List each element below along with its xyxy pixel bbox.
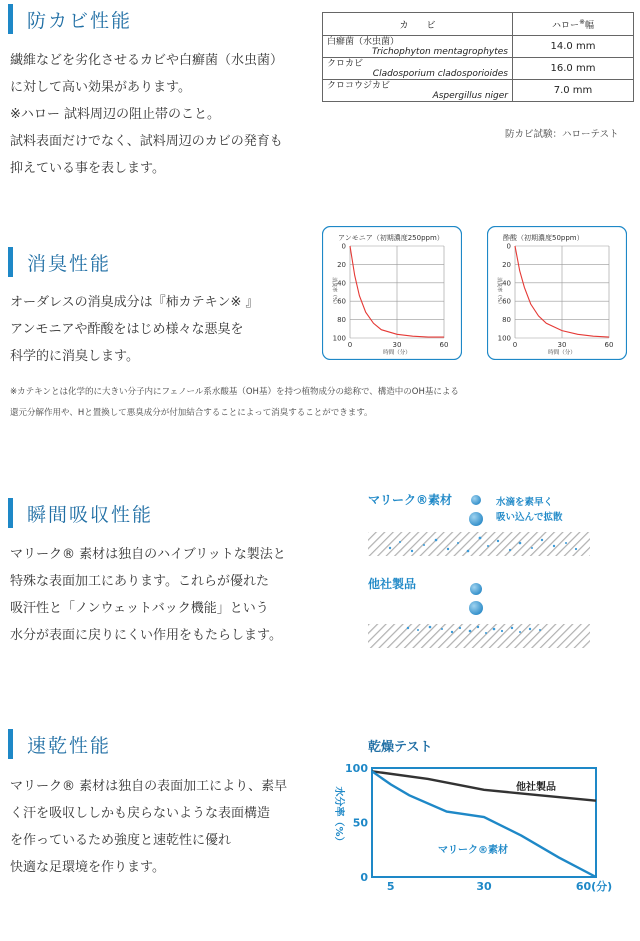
y-tick-label: 0 <box>360 871 368 884</box>
ammonia-chart <box>322 226 462 360</box>
y-tick-label: 20 <box>502 260 511 269</box>
header-mold: カ ビ <box>323 13 513 36</box>
header-halo-unit: 幅 <box>584 20 594 31</box>
header-halo-mark: ※ <box>579 17 585 26</box>
dry-description <box>10 773 287 881</box>
mold-scientific-name: Cladosporium cladosporioides <box>372 68 508 79</box>
text-line: に対して高い効果があります。 <box>10 80 191 95</box>
text-line: マリーク® 素材は独自の表面加工により、素早 <box>10 779 288 794</box>
header-halo-label: ハロー <box>552 20 580 31</box>
table-row <box>323 58 634 80</box>
section-bar <box>8 4 13 34</box>
halo-value: 16.0 mm <box>513 58 634 80</box>
drying-test-chart <box>320 732 620 902</box>
y-tick-label: 80 <box>337 316 346 325</box>
mold-name: 白癬菌（水虫菌） <box>327 36 400 47</box>
text-line: アンモニアや酢酸をはじめ様々な悪臭を <box>10 322 244 337</box>
text-line: 試料表面だけでなく、試料周辺のカビの発育も <box>10 134 283 149</box>
x-tick-label: 30 <box>392 341 402 349</box>
mold-description <box>10 47 283 182</box>
deodor-description <box>10 289 259 370</box>
text-line: ※ハロー 試料周辺の阻止帯のこと。 <box>10 107 221 122</box>
x-tick-label: 60(分) <box>575 880 613 893</box>
series-label: マリーク®素材 <box>438 845 508 856</box>
text-line: く汗を吸収ししかも戻らないような表面構造 <box>10 806 271 821</box>
text-line: 水分が表面に戻りにくい作用をもたらします。 <box>10 628 282 643</box>
catechin-note-line: 還元分解作用や、Hと置換して悪臭成分が付加結合することによって消臭することができます。 <box>10 408 373 418</box>
x-axis-label: 時間（分） <box>548 350 576 356</box>
section-title: 瞬間吸収性能 <box>27 503 154 526</box>
series-line <box>372 771 596 877</box>
y-tick-label: 60 <box>337 297 346 306</box>
mariku-label: マリーク®素材 <box>368 493 453 507</box>
x-axis-label: 時間（分） <box>383 350 411 356</box>
halo-value: 14.0 mm <box>513 36 634 58</box>
y-tick-label: 50 <box>352 816 368 830</box>
mold-name-cell <box>323 80 513 102</box>
x-tick-label: 0 <box>512 341 518 349</box>
x-tick-label: 5 <box>386 880 395 893</box>
x-tick-label: 60 <box>439 341 449 349</box>
y-axis-label: 消臭率（%） <box>496 277 502 307</box>
x-tick-label: 60 <box>604 341 614 349</box>
y-tick-label: 40 <box>502 279 511 288</box>
text-line: 吸汗性と「ノンウェットバック機能」という <box>10 601 269 616</box>
text-line: 快適な足環境を作ります。 <box>10 860 165 875</box>
catechin-note-line: ※カテキンとは化学的に大きい分子内にフェノール系水酸基（OH基）を持つ植物成分の総称で、構造中のOH基による <box>10 387 459 397</box>
text-line: オーダレスの消臭成分は『柿カテキン※ 』 <box>10 295 259 310</box>
halo-test-table <box>322 12 634 102</box>
y-tick-label: 40 <box>337 279 346 288</box>
mold-name-cell <box>323 36 513 58</box>
section-absorb-header <box>8 497 153 529</box>
text-line: を作っているため強度と速乾性に優れ <box>10 833 232 848</box>
x-tick-label: 0 <box>347 341 353 349</box>
water-drop-icon <box>471 495 481 505</box>
y-tick-label: 0 <box>506 242 511 251</box>
y-tick-label: 100 <box>497 334 511 343</box>
mariku-fabric <box>368 532 590 556</box>
mariku-desc-line: 水滴を素早く <box>496 497 554 508</box>
chart-title: 酢酸（初期濃度50ppm） <box>503 234 584 242</box>
other-product-label: 他社製品 <box>368 577 417 591</box>
section-bar <box>8 498 13 528</box>
text-line: 繊維などを劣化させるカビや白癬菌（水虫菌） <box>10 53 284 68</box>
section-title: 防カビ性能 <box>27 9 133 32</box>
mold-name-cell <box>323 58 513 80</box>
water-drop-icon <box>470 583 482 595</box>
y-tick-label: 80 <box>502 316 511 325</box>
y-tick-label: 100 <box>332 334 346 343</box>
table-row <box>323 36 634 58</box>
section-title: 速乾性能 <box>27 734 112 757</box>
y-axis-label: 消臭率（%） <box>331 277 337 307</box>
water-drop-icon <box>469 601 483 615</box>
mariku-desc-line: 吸い込んで拡散 <box>496 512 563 523</box>
section-bar <box>8 247 13 277</box>
chart-title: アンモニア（初期濃度250ppm） <box>338 234 444 242</box>
water-drop-icon <box>469 512 483 526</box>
y-tick-label: 0 <box>341 242 346 251</box>
section-bar <box>8 729 13 759</box>
mold-scientific-name: Trichophyton mentagrophytes <box>372 46 508 57</box>
header-halo <box>513 13 634 36</box>
mold-name: クロコウジカビ <box>327 80 391 91</box>
table-row <box>323 80 634 102</box>
section-deodor-header <box>8 246 111 278</box>
section-mold-header <box>8 3 132 35</box>
y-tick-label: 20 <box>337 260 346 269</box>
series-line <box>372 771 596 800</box>
x-tick-label: 30 <box>557 341 567 349</box>
text-line: 抑えている事を表します。 <box>10 161 165 176</box>
text-line: マリーク® 素材は独自のハイブリットな製法と <box>10 547 286 562</box>
table-caption: 防カビ試験：ハローテスト <box>505 129 619 140</box>
table-header-row <box>323 13 634 36</box>
chart-title: 乾燥テスト <box>368 740 433 755</box>
y-axis-label: 水分率（%） <box>333 786 344 847</box>
x-tick-label: 30 <box>476 880 492 893</box>
section-title: 消臭性能 <box>27 252 112 275</box>
y-tick-label: 100 <box>345 762 368 775</box>
series-label: 他社製品 <box>516 782 556 793</box>
mold-name: クロカビ <box>327 58 364 69</box>
acetic-acid-chart <box>487 226 627 360</box>
mold-scientific-name: Aspergillus niger <box>432 90 508 101</box>
absorb-description <box>10 541 286 649</box>
text-line: 科学的に消臭します。 <box>10 349 139 364</box>
halo-value: 7.0 mm <box>513 80 634 102</box>
absorption-illustration <box>360 488 596 656</box>
y-tick-label: 60 <box>502 297 511 306</box>
text-line: 特殊な表面加工にあります。これらが優れた <box>10 574 269 589</box>
section-dry-header <box>8 728 111 760</box>
